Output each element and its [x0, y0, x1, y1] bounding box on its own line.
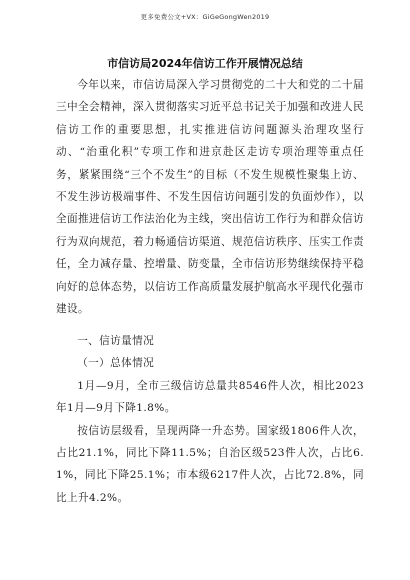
intro-paragraph: 今年以来，市信访局深入学习贯彻党的二十大和党的二十届三中全会精神，深入贯彻落实习近平总书记关于加强和改进人民信访工作的重要思想，扎实推进信访问题源头治理攻坚行动、“治重化积”专项工作和进京赴区走访专项治理等重点任务，紧紧围绕“三个不发生”的目标（不发生规模性聚集上访、不发生涉访极端事件、不发生因信访问题引发的负面炒作），以全面推进信访工作法治化为主线，突出信访工作行为和群众信访行为双向规范，着力畅通信访渠道、规范信访秩序、压实工作责任，全力减存量、控增量、防变量，全市信访形势继续保持平稳向好的总体态势，以信访工作高质量发展护航高水平现代化强市建设。: [56, 79, 364, 316]
subsection-heading: （一）总体情况: [77, 357, 155, 370]
section-block: [56, 330, 364, 509]
section-heading: 一、信访量情况: [77, 335, 155, 347]
intro-block: [56, 74, 364, 320]
overall-paragraph: 1月—9月，全市三级信访总量共8546件人次，相比2023年1月—9月下降1.8%。: [56, 379, 364, 415]
document-title: 市信访局2024年信访工作开展情况总结: [107, 57, 303, 70]
watermark-header-text: 更多免费公文+VX：GiGeGongWen2019: [140, 13, 270, 21]
level-paragraph: 按信访层级看，呈现两降一升态势。国家级1806件人次，占比21.1%，同比下降11.5%；自治区级523件人次，占比6.1%，同比下降25.1%；市本级6217件人次，占比72.8%，同比上升4.2%。: [56, 424, 364, 504]
